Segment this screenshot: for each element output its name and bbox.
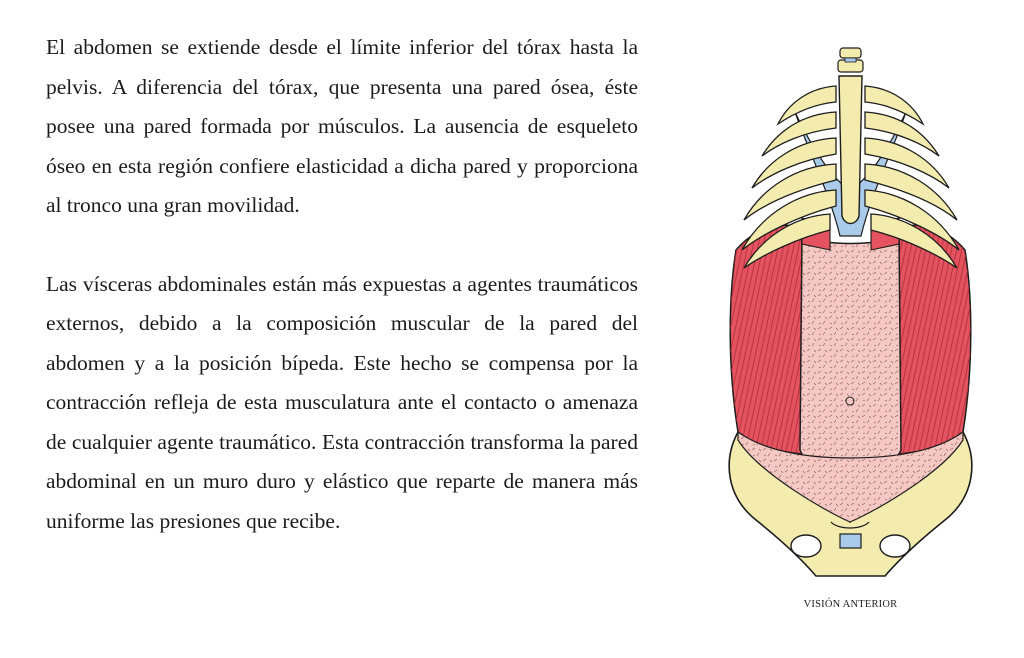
paragraph-abdominal-viscera: Las vísceras abdominales están más expuestas a agentes traumáticos externos, debido a la composición muscular de la pared del abdomen y a la posición bípeda. Este hecho se compensa por la contracción refleja de esta musculatura ante el contacto o amenaza de cualquier agente traumático. Esta contracción transforma la pared abdominal en un muro duro y elástico que reparte de manera más uniforme las presiones que recibe.	[46, 271, 638, 533]
text-column	[46, 28, 638, 541]
figure-caption: VISIÓN ANTERIOR	[803, 599, 898, 610]
anatomy-figure	[718, 40, 983, 620]
abdominal-wall-illustration	[718, 40, 983, 590]
rib-cage	[742, 48, 959, 268]
paragraph-abdomen-definition: El abdomen se extiende desde el límite inferior del tórax hasta la pelvis. A diferencia del tórax, que presenta una pared ósea, éste posee una pared formada por músculos. La ausencia de esqueleto óseo en esta región confiere elasticidad a dicha pared y proporciona al tronco una gran movilidad.	[46, 35, 638, 217]
